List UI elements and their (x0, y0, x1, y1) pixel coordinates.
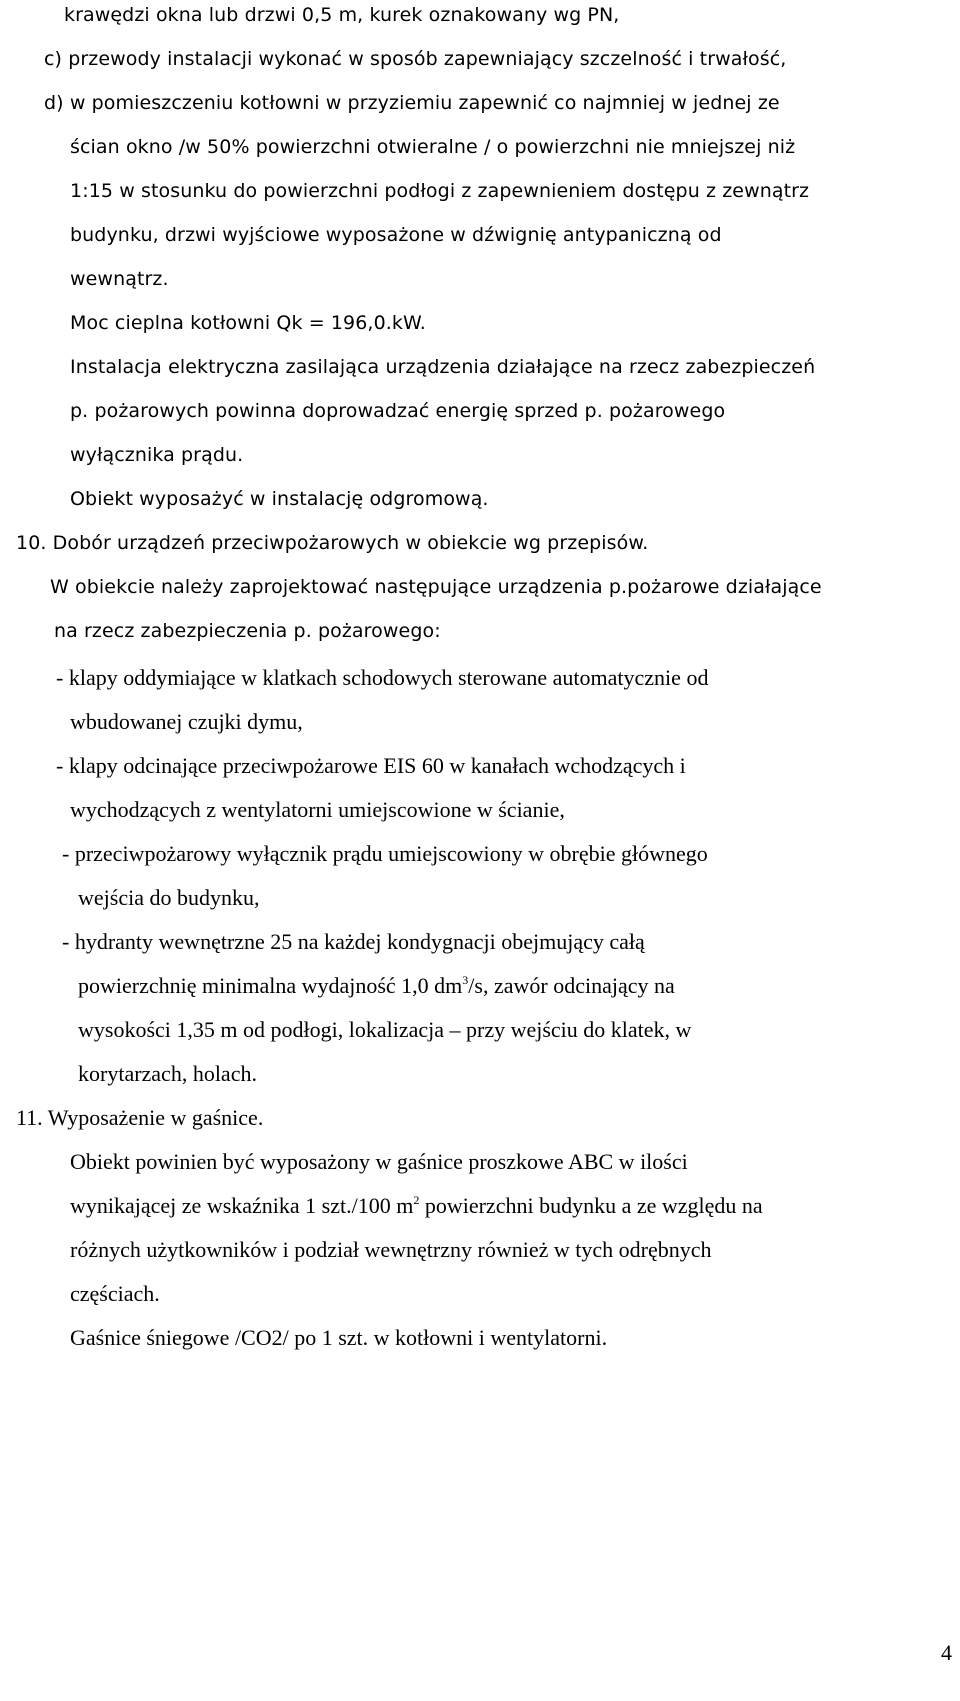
text-segment: powierzchni budynku a ze względu na (419, 1193, 763, 1218)
text-line: różnych użytkowników i podział wewnętrzny również w tych odrębnych (70, 1237, 712, 1262)
list-item-line: korytarzach, holach. (78, 1061, 257, 1086)
page-number: 4 (941, 1640, 952, 1665)
text-line: wyłącznika prądu. (70, 444, 244, 466)
superscript: 2 (413, 1193, 420, 1207)
list-item-line: - przeciwpożarowy wyłącznik prądu umiejscowiony w obrębie głównego (62, 841, 708, 866)
text-line (70, 1193, 763, 1219)
text-line: ścian okno /w 50% powierzchni otwieralne / o powierzchni nie mniejszej niż (70, 136, 796, 158)
list-item-line: wbudowanej czujki dymu, (70, 709, 303, 734)
text-line: Obiekt wyposażyć w instalację odgromową. (70, 488, 489, 510)
text-line: krawędzi okna lub drzwi 0,5 m, kurek oznakowany wg PN, (64, 4, 620, 26)
text-line: p. pożarowych powinna doprowadzać energię sprzed p. pożarowego (70, 400, 726, 422)
list-item-line: wysokości 1,35 m od podłogi, lokalizacja – przy wejściu do klatek, w (78, 1017, 692, 1042)
list-item-line: - klapy oddymiające w klatkach schodowych sterowane automatycznie od (56, 665, 709, 690)
section-heading: 11. Wyposażenie w gaśnice. (16, 1105, 264, 1130)
text-line: częściach. (70, 1281, 160, 1306)
text-segment: /s, zawór odcinający na (468, 973, 675, 998)
text-line: Obiekt powinien być wyposażony w gaśnice proszkowe ABC w ilości (70, 1149, 688, 1174)
list-item-line: wejścia do budynku, (78, 885, 260, 910)
list-item-line: wychodzących z wentylatorni umiejscowione w ścianie, (70, 797, 565, 822)
text-segment: wynikającej ze wskaźnika 1 szt./100 m (70, 1193, 414, 1218)
text-line: wewnątrz. (70, 268, 169, 290)
text-line: Moc cieplna kotłowni Qk = 196,0.kW. (70, 312, 426, 334)
text-segment: powierzchnię minimalna wydajność 1,0 dm (78, 973, 463, 998)
text-line: na rzecz zabezpieczenia p. pożarowego: (54, 620, 441, 642)
text-line: c) przewody instalacji wykonać w sposób zapewniający szczelność i trwałość, (44, 48, 787, 70)
list-item-line: - klapy odcinające przeciwpożarowe EIS 60 w kanałach wchodzących i (56, 753, 686, 778)
text-line: Gaśnice śniegowe /CO2/ po 1 szt. w kotłowni i wentylatorni. (70, 1325, 608, 1350)
section-heading: 10. Dobór urządzeń przeciwpożarowych w obiekcie wg przepisów. (16, 532, 649, 554)
list-item-line: - hydranty wewnętrzne 25 na każdej kondygnacji obejmujący całą (62, 929, 645, 954)
superscript: 3 (462, 973, 469, 987)
text-line: 1:15 w stosunku do powierzchni podłogi z zapewnieniem dostępu z zewnątrz (70, 180, 810, 202)
text-line: W obiekcie należy zaprojektować następujące urządzenia p.pożarowe działające (50, 576, 822, 598)
text-line: Instalacja elektryczna zasilająca urządzenia działające na rzecz zabezpieczeń (70, 356, 816, 378)
list-item-line (78, 973, 675, 999)
text-line: budynku, drzwi wyjściowe wyposażone w dźwignię antypaniczną od (70, 224, 722, 246)
text-line: d) w pomieszczeniu kotłowni w przyziemiu zapewnić co najmniej w jednej ze (44, 92, 780, 114)
